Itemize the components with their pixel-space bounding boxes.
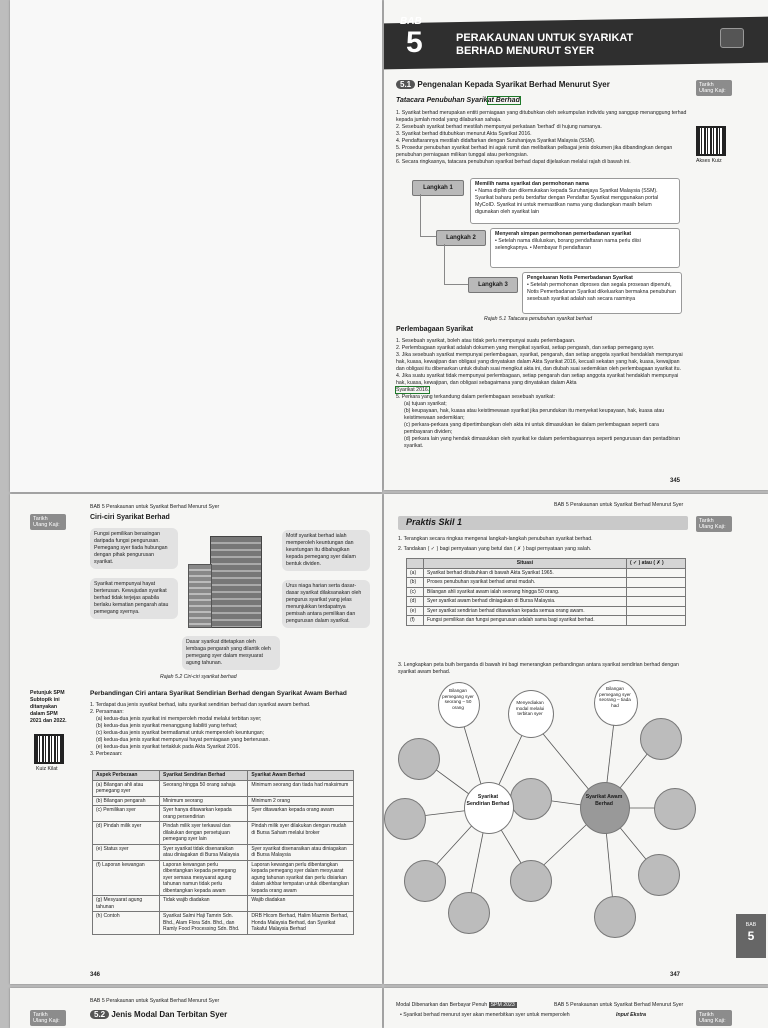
table-cell: Syer syarikat sendirian berhad ditawarkan kepada semua orang awam.	[424, 606, 627, 616]
table-row	[407, 616, 686, 626]
sidebar-tarikh-ulang-kaji: Tarikh Ulang Kaji:	[696, 1010, 732, 1026]
table-cell: (h) Contoh	[93, 912, 160, 935]
table-cell: (c)	[407, 587, 424, 597]
table-row	[407, 587, 686, 597]
table-cell: Syer syarikat disenaraikan atau diniagakan di Bursa Malaysia	[248, 844, 354, 860]
col-sendirian: Syarikat Sendirian Berhad	[160, 771, 248, 781]
table-cell: Minimum seorang dan tiada had maksimum	[248, 780, 354, 796]
table-cell: (g) Mesyuarat agung tahunan	[93, 896, 160, 912]
section-heading-5-2: 5.2 Jenis Modal Dan Terbitan Syer	[90, 1010, 227, 1019]
table-cell: (c) Pemilikan syer	[93, 806, 160, 822]
table-row	[93, 896, 354, 912]
answer-cell[interactable]	[627, 578, 686, 588]
callout-3: Dasar syarikat ditetapkan oleh lembaga pengarah yang dilantik oleh pemegang syer dalam mesyuarat agung tahunan.	[182, 636, 280, 670]
page-345	[384, 0, 768, 490]
chapter-title-line2: BERHAD MENURUT SYER	[456, 45, 595, 57]
page-348	[10, 988, 382, 1028]
table-cell: (b) Bilangan pengarah	[93, 796, 160, 806]
table-row	[93, 822, 354, 845]
table-cell: (f)	[407, 616, 424, 626]
ciri-title: Ciri-ciri Syarikat Berhad	[90, 514, 170, 521]
table-cell: Laporan kewangan perlu dibentangkan kepada pemegang syer semasa mesyuarat agung tahunan namun tidak perlu dibentangkan kepada awam	[160, 860, 248, 896]
answer-cell[interactable]	[627, 568, 686, 578]
sidebar-tarikh-ulang-kaji: Tarikh Ulang Kaji:	[30, 514, 66, 530]
answer-cell[interactable]	[627, 606, 686, 616]
bab-label: BAB	[400, 16, 422, 27]
petunjuk-spm: Petunjuk SPM Subtopik ini ditanyakan dalam SPM 2021 dan 2022.	[30, 690, 67, 724]
table-cell: Syer syarikat tidak disenaraikan atau diniagakan di Bursa Malaysia	[160, 844, 248, 860]
question-3: 3. Lengkapkan peta buih berganda di bawah ini bagi menerangkan perbandingan antara syarikat sendirian berhad dengan syarikat awam berhad.	[398, 662, 679, 675]
table-row	[407, 606, 686, 616]
sidebar-tarikh-ulang-kaji: Tarikh Ulang Kaji:	[30, 1010, 66, 1026]
table-cell: Syer hanya ditawarkan kepada orang persendirian	[160, 806, 248, 822]
table-cell: DRB Hicom Berhad, Halim Mazmin Berhad, Honda Malaysia Berhad, dan Syarikat Takaful Malaysia Berhad	[248, 912, 354, 935]
page-347	[384, 494, 768, 984]
subheading-perlembagaan: Perlembagaan Syarikat	[396, 326, 474, 333]
bubble-top-mid-text: Menyediakan modal melalui terbitan syer	[515, 700, 545, 717]
answer-cell[interactable]	[627, 616, 686, 626]
answer-cell[interactable]	[627, 597, 686, 607]
table-cell: Laporan kewangan perlu dibentangkan kepada pemegang syer dalam mesyuarat agung tahunan syarikat dan perlu disiarkan dalam akhbar tempatan untuk dibentangkan kepada orang awam	[248, 860, 354, 896]
step-connector-1	[420, 194, 437, 237]
table-cell: Wajib diadakan	[248, 896, 354, 912]
table-cell: Seorang hingga 50 orang sahaja	[160, 780, 248, 796]
table-cell: Fungsi pemilikan dan fungsi pengurusan adalah sama bagi syarikat berhad.	[424, 616, 627, 626]
bubble-empty	[510, 778, 552, 820]
bubble-top-left-text: Bilangan pemegang syer seorang – 50 orang	[442, 688, 474, 710]
table-cell: (d)	[407, 597, 424, 607]
table-cell: (f) Laporan kewangan	[93, 860, 160, 896]
running-header: BAB 5 Perakaunan untuk Syarikat Berhad Menurut Syer	[554, 502, 684, 508]
double-bubble-map	[384, 678, 694, 968]
step-1-box: Memilih nama syarikat dan permohonan nama • Nama dipilih dan dikemukakan kepada Suruhanjaya Syarikat Malaysia (SSM). Syarikat baharu perlu berdaftar dengan Pendaftar Syarikat menggunakan portal MyCoID. Syarikat ini untuk memastikan nama yang diadangkan masih belum digunakan oleh syarikat lain	[470, 178, 680, 224]
page-number-346: 346	[90, 972, 101, 978]
table-cell: Syer ditawarkan kepada orang awam	[248, 806, 354, 822]
callout-4: Motif syarikat berhad ialah memperoleh keuntungan dan keuntungan itu dibahagikan kepada pemegang syer dalam bentuk dividen.	[282, 530, 370, 571]
table-row	[93, 806, 354, 822]
step-3-label: Langkah 3	[468, 277, 518, 293]
table-cell: (a)	[407, 568, 424, 578]
running-header: BAB 5 Perakaunan untuk Syarikat Berhad Menurut Syer	[554, 1002, 684, 1008]
table-row	[93, 780, 354, 796]
input-ekstra-badge: Input Ekstra	[616, 1012, 646, 1018]
bubble-top-right-text: Bilangan pemegang syer seorang – tiada had	[599, 686, 631, 708]
answer-cell[interactable]	[627, 587, 686, 597]
bubble-empty	[384, 798, 426, 840]
table-cell: Syarikat berhad ditubuhkan di bawah Akta Syarikat 1965.	[424, 568, 627, 578]
col-tanda: ( ✓ ) atau ( ✗ )	[627, 559, 686, 569]
sidebar-tarikh-ulang-kaji: Tarikh Ulang Kaji:	[696, 80, 732, 96]
callout-5: Urus niaga harian serta dasar-dasar syarikat dilaksanakan oleh pengurus syarikat yang jelas menunjukkan terdapatnya pemisah antara pemilikan dan pengurusan dalam syarikat.	[282, 580, 370, 628]
table-row	[93, 844, 354, 860]
table-cell: (e)	[407, 606, 424, 616]
qr-label: Kuiz Kilat	[36, 766, 58, 772]
bab-number: 5	[406, 26, 423, 59]
table-cell: Pindah milik syer dilakukan dengan mudah di Bursa Saham melalui broker	[248, 822, 354, 845]
page-349	[384, 988, 768, 1028]
table-cell: (a) Bilangan ahli atau pemegang syer	[93, 780, 160, 796]
building-illustration-2	[188, 564, 212, 628]
table-cell: Minimum seorang	[160, 796, 248, 806]
section-heading	[396, 80, 610, 89]
bubble-empty	[510, 860, 552, 902]
callout-2: Syarikat mempunyai hayat berterusan. Kewujudan syarikat berhad tidak terjejas apabila berlaku kematian pengarah atau pemegang syernya.	[90, 578, 178, 619]
bubble-sendirian-berhad	[464, 782, 514, 834]
col-aspek: Aspek Perbezaan	[93, 771, 160, 781]
table-cell: Proses penubuhan syarikat berhad amat mudah.	[424, 578, 627, 588]
step-3-box: Pengeluaran Notis Pemerbadanan Syarikat • Setelah permohonan diproses dan segala prosesan dipenuhi, Notis Pemerbadanan Syarikat dikeluarkan bermakna penubuhan sesebuah syarikat adalah sah secara rasminya	[522, 272, 682, 314]
qr-code-icon	[34, 734, 64, 764]
compare-title: Perbandingan Ciri antara Syarikat Sendirian Berhad dengan Syarikat Awam Berhad	[90, 690, 347, 697]
running-header: BAB 5 Perakaunan untuk Syarikat Berhad Menurut Syer	[90, 998, 220, 1004]
bubble-empty	[640, 718, 682, 760]
page-number-345: 345	[670, 478, 681, 484]
table-row	[93, 796, 354, 806]
intro-list: 1. Syarikat berhad merupakan entiti perniagaan yang ditubuhkan oleh sekumpulan individu yang sanggup menanggung terhad kepada jumlah modal yang dilaburkan sahaja. 2. Sesebuah syarikat berhad mestilah mempunyai perkataan 'berhad' di hujung namanya. 3. Syarikat berhad ditubuhkan menurut Akta Syarikat 2016. 4. Pendaftarannya mestilah didaftarkan dengan Suruhanjaya Syarikat Malaysia (SSM). 5. Prosedur penubuhan syarikat berhad ini agak rumit dan melibatkan pelbagai jenis dokumen jika dibandingkan dengan penubuhan perniagaan milikan tunggal atau perkongsian. 6. Secara ringkasnya, tatacara penubuhan syarikat berhad dapat dijelaskan melalui rajah di bawah ini.	[396, 110, 687, 165]
table-cell: (b)	[407, 578, 424, 588]
comparison-table	[92, 770, 354, 935]
page-number-347: 347	[670, 972, 681, 978]
step-connector-2	[444, 244, 469, 285]
table-cell: Syer syarikat awam berhad diniagakan di Bursa Malaysia.	[424, 597, 627, 607]
figure-caption-5-1: Rajah 5.1 Tatacara penubuhan syarikat berhad	[484, 316, 592, 322]
section-title: Pengenalan Kepada Syarikat Berhad Menurut Syer	[417, 80, 610, 89]
qr-code-icon	[696, 126, 726, 156]
step-2-label: Langkah 2	[436, 230, 486, 246]
section-number: 5.1	[396, 80, 415, 89]
table-cell: (d) Pindah milik syer	[93, 822, 160, 845]
praktis-title: Praktis Skil 1	[406, 517, 463, 527]
blank-page	[10, 0, 382, 492]
badge-icon	[720, 28, 744, 48]
bubble-empty	[398, 738, 440, 780]
question-1: 1. Terangkan secara ringkas mengenai langkah-langkah penubuhan syarikat berhad.	[398, 536, 593, 542]
bubble-empty	[594, 896, 636, 938]
figure-caption-5-2: Rajah 5.2 Ciri-ciri syarikat berhad	[160, 674, 237, 680]
step-1-label: Langkah 1	[412, 180, 464, 196]
bubble-empty	[404, 860, 446, 902]
table-cell: Tidak wajib diadakan	[160, 896, 248, 912]
table-cell: Minimum 2 orang	[248, 796, 354, 806]
running-header: BAB 5 Perakaunan untuk Syarikat Berhad Menurut Syer	[90, 504, 220, 510]
snippet-text: • Syarikat berhad menurut syer akan menerbitkan syer untuk memperoleh	[400, 1012, 570, 1018]
table-cell: Pindah milik syer terkawal dan dilakukan dengan persetujuan pemegang syer lain	[160, 822, 248, 845]
col-situasi: Situasi	[424, 559, 627, 569]
building-illustration	[210, 536, 262, 628]
bubble-sendirian-berhad-text: Syarikat Sendirian Berhad	[466, 794, 510, 807]
table-row	[93, 860, 354, 896]
table-row	[407, 597, 686, 607]
table-row	[407, 568, 686, 578]
side-bab-tab: BAB 5	[736, 914, 766, 958]
callout-1: Fungsi pemilikan berasingan daripada fungsi pengurusan. Pemegang syer tiada hubungan dengan pihak pengurusan syarikat.	[90, 528, 178, 569]
table-cell: Syarikat Salmi Haji Tamrin Sdn. Bhd., Alam Flora Sdn. Bhd., dan Ramly Food Processing Sdn. Bhd.	[160, 912, 248, 935]
header-left: Modal Dibenarkan dan Berbayar Penuh SPM 2023	[396, 1002, 515, 1008]
perlembagaan-list: 1. Sesebuah syarikat, boleh atau tidak perlu mempunyai suatu perlembagaan. 2. Perlembagaan syarikat adalah dokumen yang mengikat syarikat, setiap pengarah, dan setiap pemegang syer. 3. Jika sesebuah syarikat mempunyai perlembagaan, syarikat, pengarah, dan setiap anggota syarikat hendaklah mempunyai hak, kuasa, kewajipan dan obligasi yang dinyatakan dalam Akta Syarikat 2016, kecuali sekatan yang hak, kuasa, kewajipan dan obligasi itu dibenarkan untuk diubah suai mengikut akta ini, dan diubah suai sedemikian oleh perlembagaan syarikat itu. 4. Jika suatu syarikat tidak mempunyai perlembagaan, setiap pengarah dan setiap anggota syarikat hendaklah mempunyai hak, kuasa, kewajipan, dan obligasi sebagaimana yang dinyatakan dalam Akta Syarikat 2016. 5. Perkara yang terkandung dalam perlembagaan sesebuah syarikat: (a) tujuan syarikat; (b) keupayaan, hak, kuasa atau keistimewaan syarikat jika perundukan itu menyekat keupayaan, hak, kuasa atau keistimewaan sedemikian; (c) perkara-perkara yang dipertimbangkan oleh akta ini untuk dimasukkan ke dalam perlembagaan seperti cara pembayaran dividen; (d) perkara lain yang hendak dimasukkan oleh syarikat ke dalam perlembagaannya seperti pengurusan dan pentadbiran syarikat.	[396, 338, 683, 449]
col-awam: Syarikat Awam Berhad	[248, 771, 354, 781]
page-346	[10, 494, 382, 984]
qr-label: Akses Kuiz	[696, 158, 722, 164]
bubble-awam-berhad	[580, 782, 630, 834]
situasi-table	[406, 558, 686, 626]
question-2: 2. Tandakan ( ✓ ) bagi pernyataan yang betul dan ( ✗ ) bagi pernyataan yang salah.	[398, 546, 592, 552]
bubble-empty	[448, 892, 490, 934]
chapter-title-line1: PERAKAUNAN UNTUK SYARIKAT	[456, 32, 634, 44]
sidebar-tarikh-ulang-kaji: Tarikh Ulang Kaji:	[696, 516, 732, 532]
bubble-empty	[654, 788, 696, 830]
compare-intro: 1. Terdapat dua jenis syarikat berhad, iaitu syarikat sendirian berhad dan syarikat awam berhad. 2. Persamaan: (a) kedua-dua jenis syarikat ini memperoleh modal melalui terbitan syer; (b) kedua-dua jenis syarikat menanggung liabiliti yang terhad; (c) kedua-dua jenis syarikat bermatlamat untuk memperoleh keuntungan; (d) kedua-dua jenis syarikat mempunyai hayat perniagaan yang berterusan. (e) kedua-dua jenis syarikat tertakluk pada Akta Syarikat 2016. 3. Perbezaan:	[90, 702, 311, 757]
bubble-awam-berhad-text: Syarikat Awam Berhad	[585, 794, 623, 807]
subheading-tatacara: Tatacara Penubuhan Syarikat Berhad	[396, 97, 520, 104]
table-row	[407, 578, 686, 588]
table-cell: Bilangan ahli syarikat awam ialah seorang hingga 50 orang.	[424, 587, 627, 597]
table-cell: (e) Status syer	[93, 844, 160, 860]
table-row	[93, 912, 354, 935]
step-2-box: Menyerah simpan permohonan pemerbadanan syarikat • Setelah nama diluluskan, borang pendaftaran nama perlu diisi selengkapnya. • Membayar fi pendaftaran	[490, 228, 680, 268]
bubble-empty	[638, 854, 680, 896]
